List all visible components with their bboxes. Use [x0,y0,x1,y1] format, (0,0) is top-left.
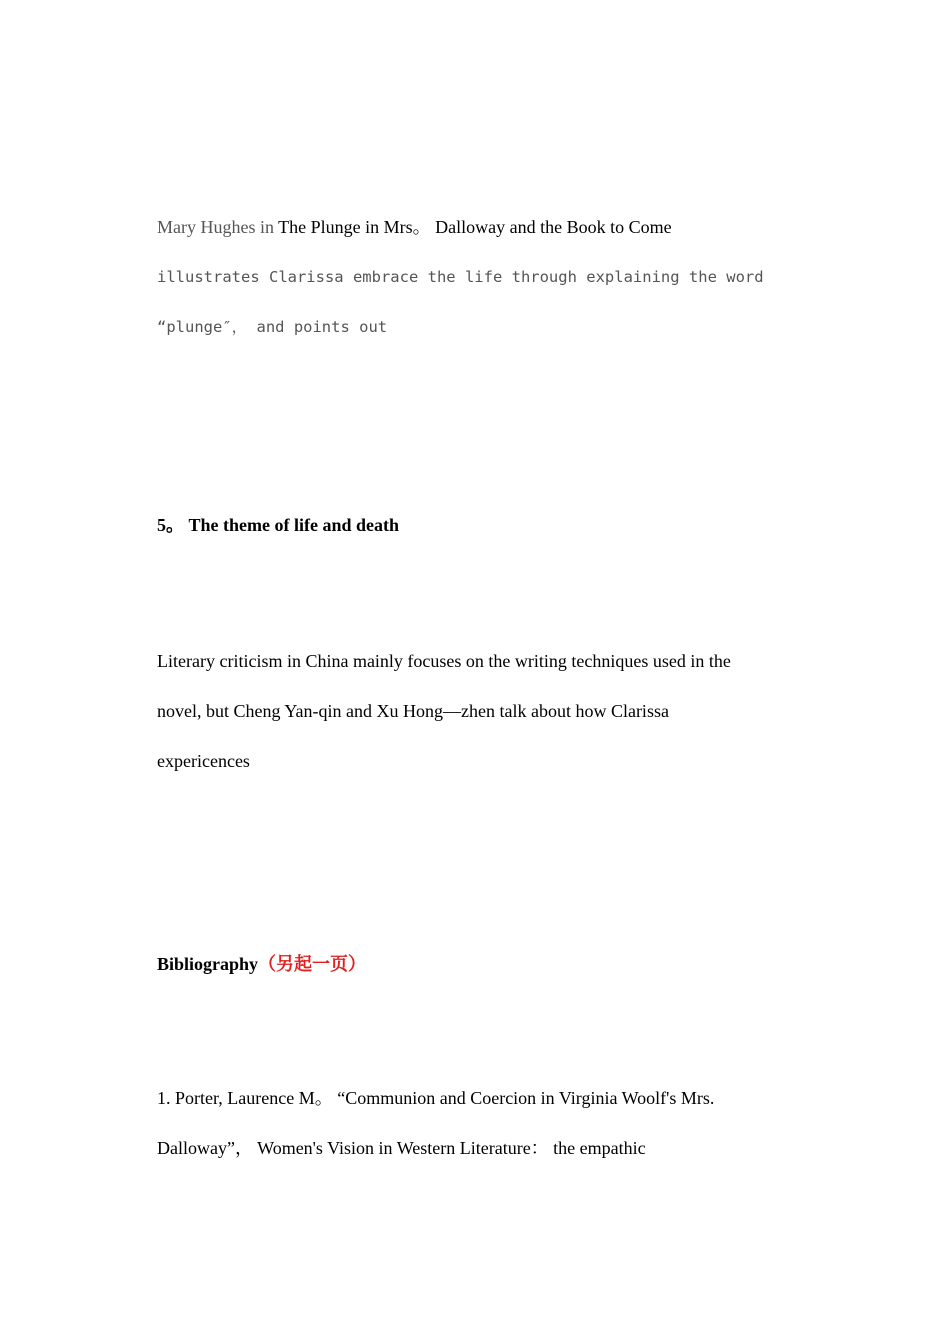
intro-author: Mary Hughes in [157,217,279,237]
bibliography-entry-1-line-2: Dalloway”， Women's Vision in Western Literature： the empathic [157,1138,646,1158]
intro-work-title: The Plunge in Mrs。 Dalloway and the Book to Come [278,217,672,237]
bibliography-heading-row [157,953,366,975]
intro-line-2: illustrates Clarissa embrace the life through explaining the word [157,268,764,286]
bibliography-page-note: （另起一页） [258,954,367,974]
section-5-paragraph-line-3: expericences [157,751,250,771]
section-5-paragraph-line-2: novel, but Cheng Yan-qin and Xu Hong—zhen talk about how Clarissa [157,701,669,721]
intro-line-1 [157,216,672,238]
intro-line-3: “plunge″， and points out [157,318,388,336]
bibliography-entry-1-line-1: 1. Porter, Laurence M。 “Communion and Coercion in Virginia Woolf's Mrs. [157,1088,715,1108]
section-5-heading: 5。 The theme of life and death [157,515,399,535]
section-5-paragraph-line-1: Literary criticism in China mainly focuses on the writing techniques used in the [157,651,731,671]
bibliography-heading: Bibliography [157,954,259,974]
